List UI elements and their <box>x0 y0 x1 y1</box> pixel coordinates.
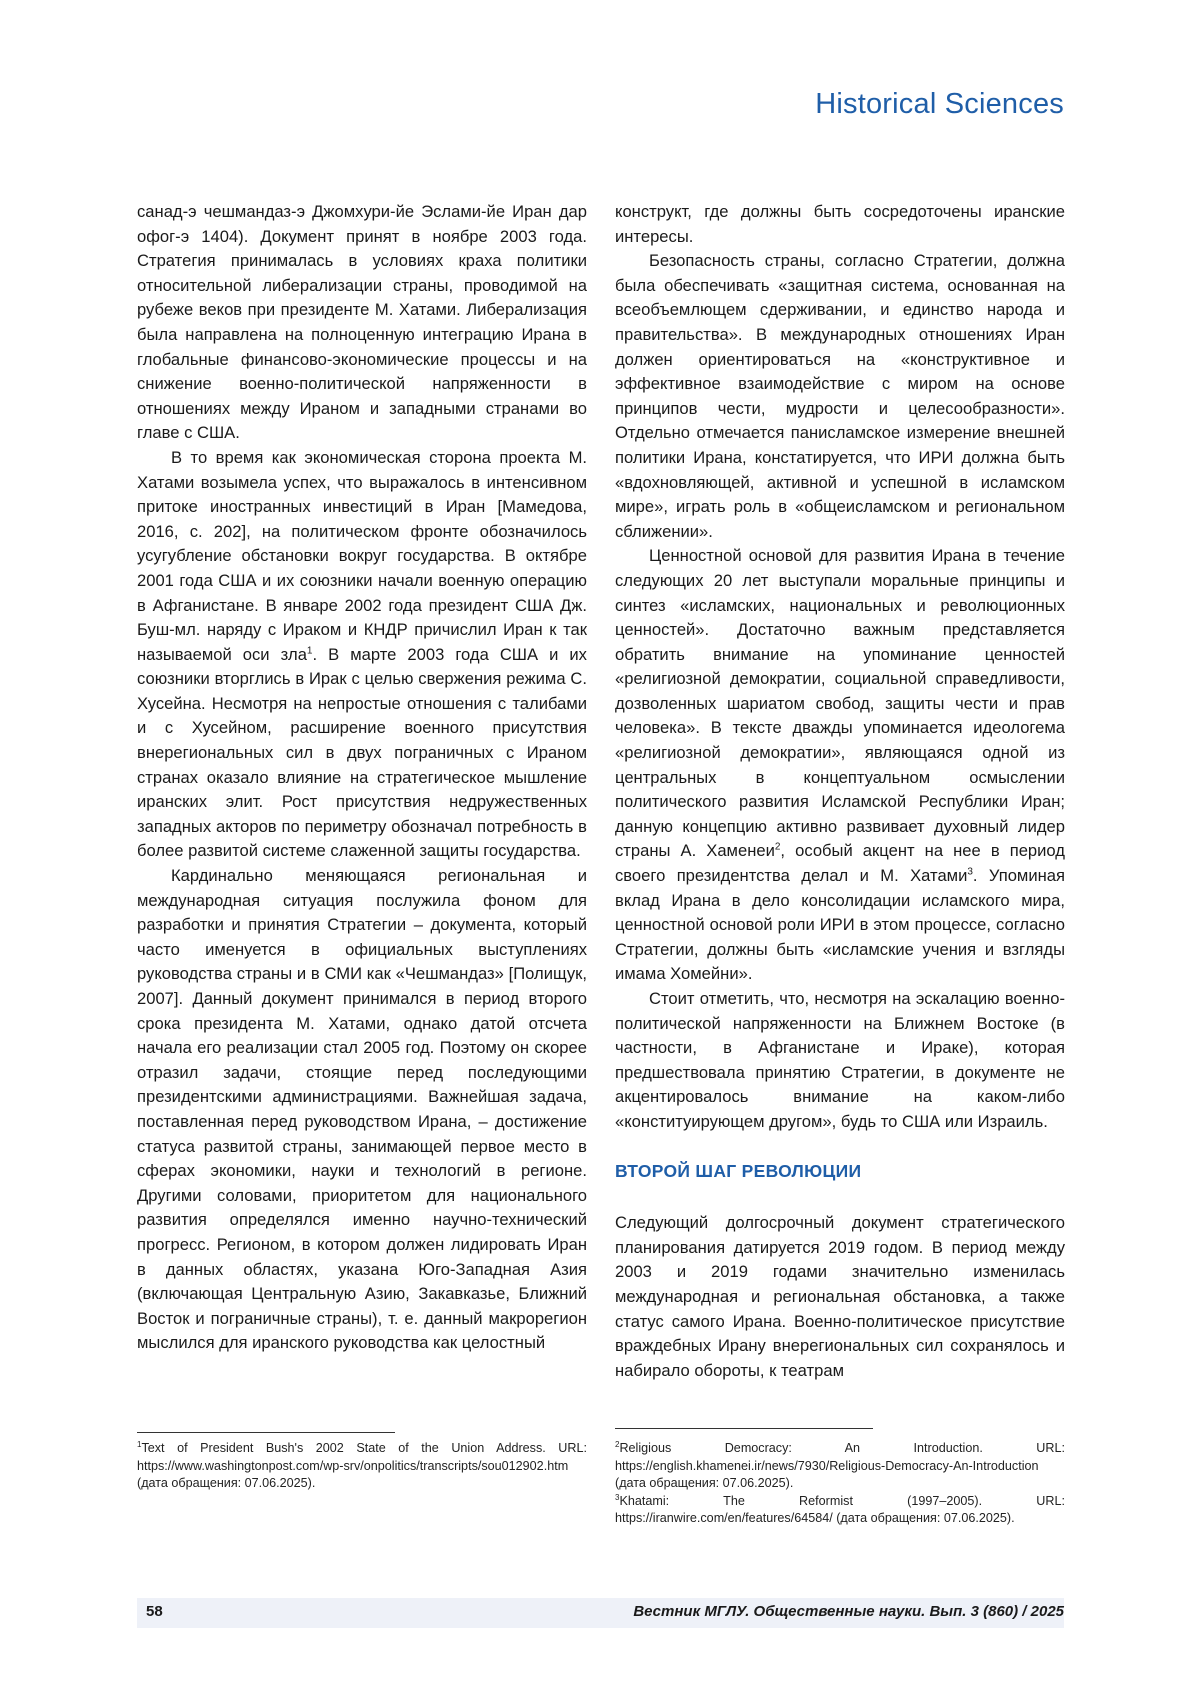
right-column <box>615 200 1065 1383</box>
footnote-divider <box>137 1432 395 1433</box>
section-heading: ВТОРОЙ ШАГ РЕВОЛЮЦИИ <box>615 1160 862 1181</box>
journal-title: Вестник МГЛУ. Общественные науки. Вып. 3 (860) / 2025 <box>633 1603 1064 1620</box>
paragraph-text: Ценностной основой для развития Ирана в течение следующих 20 лет выступали моральные принципы и синтез «исламских, национальных и революционных ценностей». Достаточно важным представляется обратить внимание на упоминание ценностей «религиозной демократии, социальной справедливости, дозволенных шариатом свобод, защиты чести и прав человека». В тексте дважды упоминается идеологема «религиозной демократии», являющаяся одной из центральных в концептуальном осмыслении политического развития Исламской Республики Иран; данную концепцию активно развивает духовный лидер страны А. Хаменеи <box>615 546 1065 861</box>
footnote-ref[interactable]: 3 <box>967 866 973 878</box>
footnote-number: 1 <box>137 1439 142 1449</box>
footnotes-left <box>137 1440 587 1493</box>
paragraph <box>137 446 587 864</box>
paragraph <box>615 544 1065 987</box>
section-title: Historical Sciences <box>815 88 1064 120</box>
paragraph: Стоит отметить, что, несмотря на эскалацию военно-политической напряженности на Ближнем Востоке (в частности, в Афганистане и Ираке), которая предшествовала принятию Стратегии, в документе не акцентировалось внимание на каком-либо «конституирующем другом», будь то США или Израиль. <box>615 989 1065 1131</box>
paragraph: Безопасность страны, согласно Стратегии, должна была обеспечивать «защитная система, основанная на всеобъемлющем сдерживании, и единство народа и правительства». В международных отношениях Иран должен ориентироваться на «конструктивное и эффективное взаимодействие с миром на основе принципов чести, мудрости и целесообразности». Отдельно отмечается панисламское измерение внешней политики Ирана, констатируется, что ИРИ должна быть «вдохновляющей, активной и успешной в исламском мире», играть роль в «общеисламском и региональном сближении». <box>615 251 1065 541</box>
paragraph: конструкт, где должны быть сосредоточены иранские интересы. <box>615 202 1065 246</box>
footnote-divider <box>615 1428 873 1429</box>
footnote-number: 2 <box>615 1439 620 1449</box>
paragraph: Следующий долгосрочный документ стратегического планирования датируется 2019 годом. В период между 2003 и 2019 годами значительно изменилась международная и региональная обстановка, а также статус самого Ирана. Военно-политическое присутствие враждебных Ирану внерегиональных сил сохранялось и набирало обороты, к театрам <box>615 1213 1065 1380</box>
footnote-ref[interactable]: 1 <box>306 645 313 657</box>
left-column <box>137 200 587 1356</box>
page-number: 58 <box>146 1603 163 1620</box>
footnote-text: Khatami: The Reformist (1997–2005). URL: https://iranwire.com/en/features/64584/ (дата обращения: 07.06.2025). <box>615 1493 1065 1526</box>
paragraph-text: В то время как экономическая сторона проекта М. Хатами возымела успех, что выражалось в интенсивном притоке иностранных инвестиций в Иран [Мамедова, 2016, с. 202], на политическом фронте обозначилось усугубление обстановки вокруг государства. В октябре 2001 года США и их союзники начали военную операцию в Афганистане. В январе 2002 года президент США Дж. Буш-мл. наряду с Ираком и КНДР причислил Иран к так называемой оси зла <box>137 447 587 664</box>
footnote <box>615 1493 1065 1528</box>
footnote-text: Religious Democracy: An Introduction. URL: https://english.khamenei.ir/news/7930/Religious-Democracy-An-Introduction (дата обращения: 07.06.2025). <box>615 1441 1065 1491</box>
footnotes-right <box>615 1440 1065 1528</box>
paragraph: Кардинально меняющаяся региональная и международная ситуация послужила фоном для разработки и принятия Стратегии – документа, который часто именуется в официальных выступлениях руководства страны и в СМИ как «Чешмандаз» [Полищук, 2007]. Данный документ принимался в период второго срока президента М. Хатами, однако датой отсчета начала его реализации стал 2005 год. Поэтому он скорее отразил задачи, стоящие перед последующими президентскими администрациями. Важнейшая задача, поставленная перед руководством Ирана, – достижение статуса развитой страны, занимающей первое место в сферах экономики, науки и технологий в регионе. Другими соловами, приоритетом для национального развития определялся именно научно-технический прогресс. Регионом, в котором должен лидировать Иран в данных областях, указана Юго-Западная Азия (включающая Центральную Азию, Закавказье, Ближний Восток и пограничные страны), т. е. данный макрорегион мыслился для иранского руководства как целостный <box>137 866 587 1353</box>
footnote <box>137 1440 587 1493</box>
paragraph-text: , особый акцент на нее в период своего президентства делал и М. Хатами <box>615 841 1065 886</box>
footnote-number: 3 <box>615 1492 620 1502</box>
footnote-ref[interactable]: 2 <box>774 841 781 853</box>
footnote-text: Text of President Bush's 2002 State of the Union Address. URL: https://www.washingtonpost.com/wp-srv/onpolitics/transcripts/sou012902.htm (дата обращения: 07.06.2025). <box>137 1441 587 1491</box>
footnote <box>615 1440 1065 1493</box>
paragraph-text: . В марте 2003 года США и их союзники вторглись в Ирак с целью свержения режима С. Хусейна. Несмотря на непростые отношения с талибами и с Хусейном, расширение военного присутствия внерегиональных сил в двух пограничных с Ираном странах оказало влияние на стратегическое мышление иранских элит. Рост присутствия недружественных западных акторов по периметру обозначал потребность в более развитой системе слаженной защиты государства. <box>137 644 587 861</box>
paragraph: санад-э чешмандаз-э Джомхури-йе Эслами-йе Иран дар офог-э 1404). Документ принят в ноябре 2003 года. Стратегия принималась в условиях краха политики относительной либерализации страны, проводимой на рубеже веков при президенте М. Хатами. Либерализация была направлена на полноценную интеграцию Ирана в глобальные финансово-экономические процессы и на снижение военно-политической напряженности в отношениях между Ираном и западными странами во главе с США. <box>137 202 587 443</box>
paragraph-text: . Упоминая вклад Ирана в дело консолидации исламского мира, ценностной основой роли ИРИ в этом процессе, согласно Стратегии, должны быть «исламские учения и взгляды имама Хомейни». <box>615 866 1065 984</box>
